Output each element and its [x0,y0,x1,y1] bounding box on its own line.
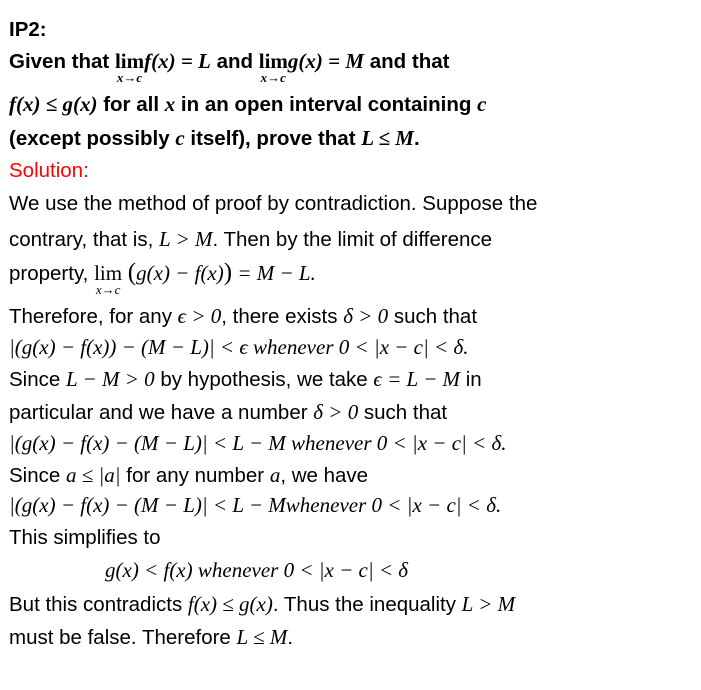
problem-text: for all [97,93,165,116]
limit-g-expression: g(x) = M [287,49,365,73]
solution-line-7 [9,400,447,425]
inequality-math: L > M [461,592,516,616]
conclusion-math: L ≤ M [236,625,288,649]
problem-text: and that [364,50,450,73]
limit-f [114,49,145,85]
specialized-statement: |(g(x) − f(x) − (M − L)| < L − M whenever 0 < |x − c| < δ. [9,431,507,455]
solution-text: This simplifies to [9,526,161,549]
problem-id-text: IP2: [9,18,47,41]
solution-line-4 [9,304,477,329]
variable-math: x [164,92,176,116]
variable-math: c [477,92,487,116]
inequality-math: f(x) ≤ g(x) [187,592,273,616]
paren-close: ) [223,259,233,286]
solution-line-13 [9,592,515,617]
solution-line-8 [9,431,506,455]
delta-math: δ > 0 [343,304,389,328]
limit-subscript: x→c [260,70,286,85]
solution-text: , there exists [221,305,344,328]
solution-text: in [460,368,482,391]
solution-line-6 [9,367,482,392]
solution-text: , we have [280,464,369,487]
solution-line-2 [9,227,492,252]
solution-text: . Then by the limit of difference [212,228,493,251]
solution-line-5 [9,335,468,359]
limit-word: lim [258,49,288,73]
solution-text: . [287,626,294,649]
limit-word: lim [114,49,145,73]
solution-text: We use the method of proof by contradiction. Suppose the [9,192,538,215]
solution-text: particular and we have a number [9,401,314,424]
problem-line-3 [9,126,420,151]
solution-text: property, [9,262,95,285]
conclusion-math: L ≤ M [361,126,414,150]
solution-line-11 [9,526,161,550]
problem-text: and [210,50,259,73]
problem-text: in an open interval containing [175,93,478,116]
solution-line-10 [9,493,501,517]
solution-text: . Thus the inequality [272,593,462,616]
solution-text: by hypothesis, we take [154,368,374,391]
problem-id [9,18,47,42]
epsilon-delta-statement: |(g(x) − f(x)) − (M − L)| < ϵ whenever 0 < |x − c| < δ. [9,335,469,359]
solution-line-14 [9,625,293,650]
limit-value-math: = M − L. [232,261,316,285]
absolute-value-math: a ≤ |a| [65,463,121,487]
limit-subscript: x→c [116,70,143,85]
solution-text: for any number [120,464,270,487]
paren-open: ( [127,259,137,286]
solution-text: But this contradicts [9,593,188,616]
solution-line-9 [9,463,368,488]
variable-math: a [269,463,281,487]
problem-text: (except possibly [9,127,176,150]
solution-line-12 [105,558,408,582]
solution-heading-text: Solution: [9,159,89,182]
hypothesis-math: L − M > 0 [65,367,155,391]
limit-subscript: x→c [95,282,121,297]
bounded-statement: |(g(x) − f(x) − (M − L)| < L − Mwhenever 0 < |x − c| < δ. [9,493,502,517]
epsilon-math: ϵ > 0 [177,304,222,328]
problem-line-2 [9,92,486,117]
solution-text: Since [9,368,66,391]
problem-line-1 [9,49,450,85]
problem-text: itself), prove that [184,127,362,150]
difference-math: g(x) − f(x) [136,261,224,285]
solution-heading [9,159,89,183]
problem-text: Given that [9,50,115,73]
limit-g [258,49,288,85]
solution-text: Therefore, for any [9,305,178,328]
solution-text: must be false. Therefore [9,626,237,649]
limit-f-expression: f(x) = L [144,49,211,73]
epsilon-choice-math: ϵ = L − M [373,367,461,391]
delta-math: δ > 0 [313,400,359,424]
solution-text: Since [9,464,66,487]
solution-text: contrary, that is, [9,228,160,251]
inequality-math: L > M [159,227,213,251]
solution-text: such that [388,305,478,328]
variable-math: c [175,126,185,150]
limit-difference [94,261,123,297]
limit-word: lim [94,261,123,285]
solution-text: such that [358,401,448,424]
simplified-statement: g(x) < f(x) whenever 0 < |x − c| < δ [105,558,409,582]
problem-text: . [413,127,420,150]
solution-line-3 [9,259,316,297]
solution-line-1 [9,192,537,216]
inequality-math: f(x) ≤ g(x) [9,92,98,116]
